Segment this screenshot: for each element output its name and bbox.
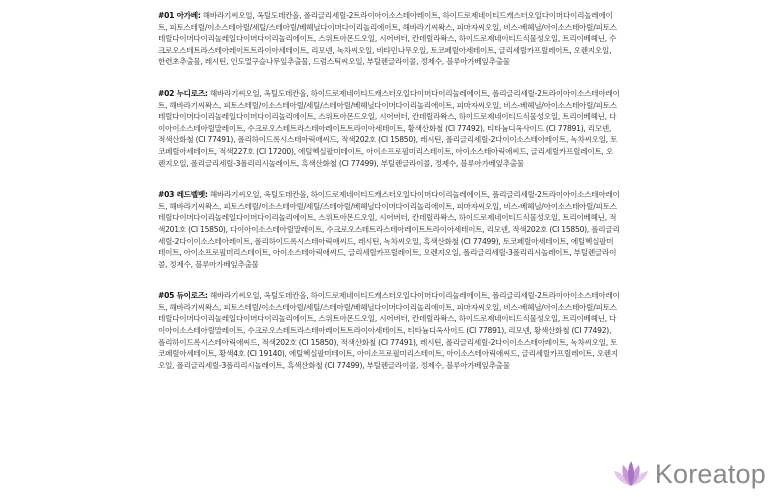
ingredient-paragraph bbox=[158, 88, 620, 169]
ingredient-paragraph bbox=[158, 10, 620, 68]
ingredients-document bbox=[158, 10, 620, 391]
shade-name: #05 듀이로즈: bbox=[158, 291, 208, 301]
shade-name: #03 레드벨벳: bbox=[158, 190, 208, 200]
ingredient-list: 해바라기씨오일, 옥틸도데칸올, 하이드로제네이티드캐스터오일다이머다이리놀레에이트, 폴리글리세릴-2트라이아이소스테아레이트, 해바라기씨왁스, 피토스테릴/이소스테아릴/세틸/스테아릴/베헤닐다이머다이리놀리에이트, 피마자씨오일, 비스-베헤닐/아이소스테아릴/피토스테릴다이머다이리놀레일다이머다이리놀리에이트, 스위트아몬드오일, 시어버터, 칸데릴라왁스, 하이드로제네이티드식물성오일, 트리이베헤닌, 다이아이소스테아릴말레이트, 수크로오스테트라스테아레이트트라이아세테이트, 티타늄디옥사이드 (CI 77891), 리모넨, 황색산화철 (CI 77492), 폴리하이드록시스테아릭애씨드, 적색202호 (CI 15850), 적색산화철 (CI 77491), 레시틴, 폴리글리세릴-2다이이소스테아레이트, 녹차씨오일, 토코페릴아세테이트, 황색4호 (CI 19140), 에틸헥실팔미테이트, 아이소프로필미리스테이트, 아이소스테아릭애씨드, 글리세릴카프릴레이트, 오렌지오일, 폴리글리세릴-3폴리리시놀레이트, 흑색산화철 (CI 77499), 부틸렌글라이콜, 정제수, 블루아가베잎추출물 bbox=[158, 291, 620, 370]
ingredient-paragraph bbox=[158, 189, 620, 270]
ingredient-list: 해바라기씨오일, 옥틸도데칸올, 하이드로제네이티드캐스터오일다이머다이리놀레에이트, 폴리글리세릴-2트라이아이소스테아레이트, 해바라기씨왁스, 피토스테릴/이소스테아릴/세틸/스테아릴/베헤닐다이머다이리놀리에이트, 피마자씨오일, 비스-베헤닐/아이소스테아릴/피토스테릴다이머다이리놀레일다이머다이리놀리에이트, 스위트아몬드오일, 시어버터, 칸데릴라왁스, 하이드로제네이티드식물성오일, 트리이베헤닌, 적색201호 (CI 15850), 다이아이소스테아릴말레이트, 수크로오스테트라스테아레이트트라이아세테이트, 리모넨, 적색202호 (CI 15850), 폴리글리세릴-2다이이소스테아레이트, 폴리하이드록시스테아릭애씨드, 레시틴, 녹차씨오일, 흑색산화철 (CI 77499), 토코페릴아세테이트, 에틸헥실팔미테이트, 아이소프로필미리스테이트, 아이소스테아릭애씨드, 글리세릴카프릴레이트, 오렌지오일, 폴리글리세릴-3폴리리시놀레이트, 부틸렌글라이콜, 정제수, 블루아가베잎추출물 bbox=[158, 190, 620, 269]
shade-section-02 bbox=[158, 88, 620, 169]
shade-name: #02 누디로즈: bbox=[158, 88, 208, 98]
shade-section-03 bbox=[158, 189, 620, 270]
shade-name: #01 아가베: bbox=[158, 11, 201, 20]
ingredient-list: 해바라기씨오일, 옥틸도데칸올, 하이드로제네이티드캐스터오일다이머다이리놀레에이트, 폴리글리세릴-2트라이아이소스테아레이트, 해바라기씨왁스, 피토스테릴/이소스테아릴/세틸/스테아릴/베헤닐다이머다이리놀리에이트, 피마자씨오일, 비스-베헤닐/아이소스테아릴/피토스테릴다이머다이리놀레일다이머다이리놀리에이트, 스위트아몬드오일, 시어버터, 칸데릴라왁스, 하이드로제네이티드식물성오일, 트리이베헤닌, 다이아이소스테아릴말레이트, 수크로오스테트라스테아레이트트라이아세테이트, 황색산화철 (CI 77492), 티타늄디옥사이드 (CI 77891), 리모넨, 적색산화철 (CI 77491), 폴리하이드록시스테아릭애씨드, 적색202호 (CI 15850), 레시틴, 폴리글리세릴-2다이이소스테아레이트, 녹차씨오일, 토코페릴아세테이트, 적색227호 (CI 17200), 에틸헥실팔미테이트, 아이소프로필미리스테이트, 아이소스테아릭애씨드, 글리세릴카프릴레이트, 오렌지오일, 폴리글리세릴-3폴리리시놀레이트, 흑색산화철 (CI 77499), 부틸렌글라이콜, 정제수, 블루아가베잎추출물 bbox=[158, 88, 620, 168]
koreatop-watermark bbox=[613, 459, 766, 490]
lotus-logo-icon bbox=[613, 460, 649, 490]
ingredient-list: 해바라기씨오일, 옥틸도데칸올, 폴리글리세릴-2트라이아이소스테아레이트, 하이드로제네이티드캐스터오일다이머다이리놀레에이트, 피토스테릴/이소스테아릴/세틸/스테아릴/베헤닐다이머다이리놀리에이트, 해바라기씨왁스, 피마자씨오일, 비스-베헤닐/아이소스테아릴/피토스테릴다이머다이리놀레일다이머다이리놀리에이트, 스위트아몬드오일, 시어버터, 칸데릴라왁스, 하이드로제네이티드식물성오일, 트리이베헤닌, 수크로오스테트라스테아레이트트라이아세테이트, 리모넨, 녹차씨오일, 비타민나무오일, 토코페릴아세테이트, 글리세릴카프릴레이트, 오렌지오일, 한련초추출물, 레시틴, 인도멀구슬나무잎추출물, 드럼스틱씨오일, 부틸렌글라이콜, 정제수, 블루아가베잎추출물 bbox=[158, 11, 617, 67]
shade-section-01 bbox=[158, 10, 620, 68]
brand-name: Koreatop bbox=[654, 459, 766, 489]
shade-section-05 bbox=[158, 290, 620, 371]
ingredient-paragraph bbox=[158, 290, 620, 371]
